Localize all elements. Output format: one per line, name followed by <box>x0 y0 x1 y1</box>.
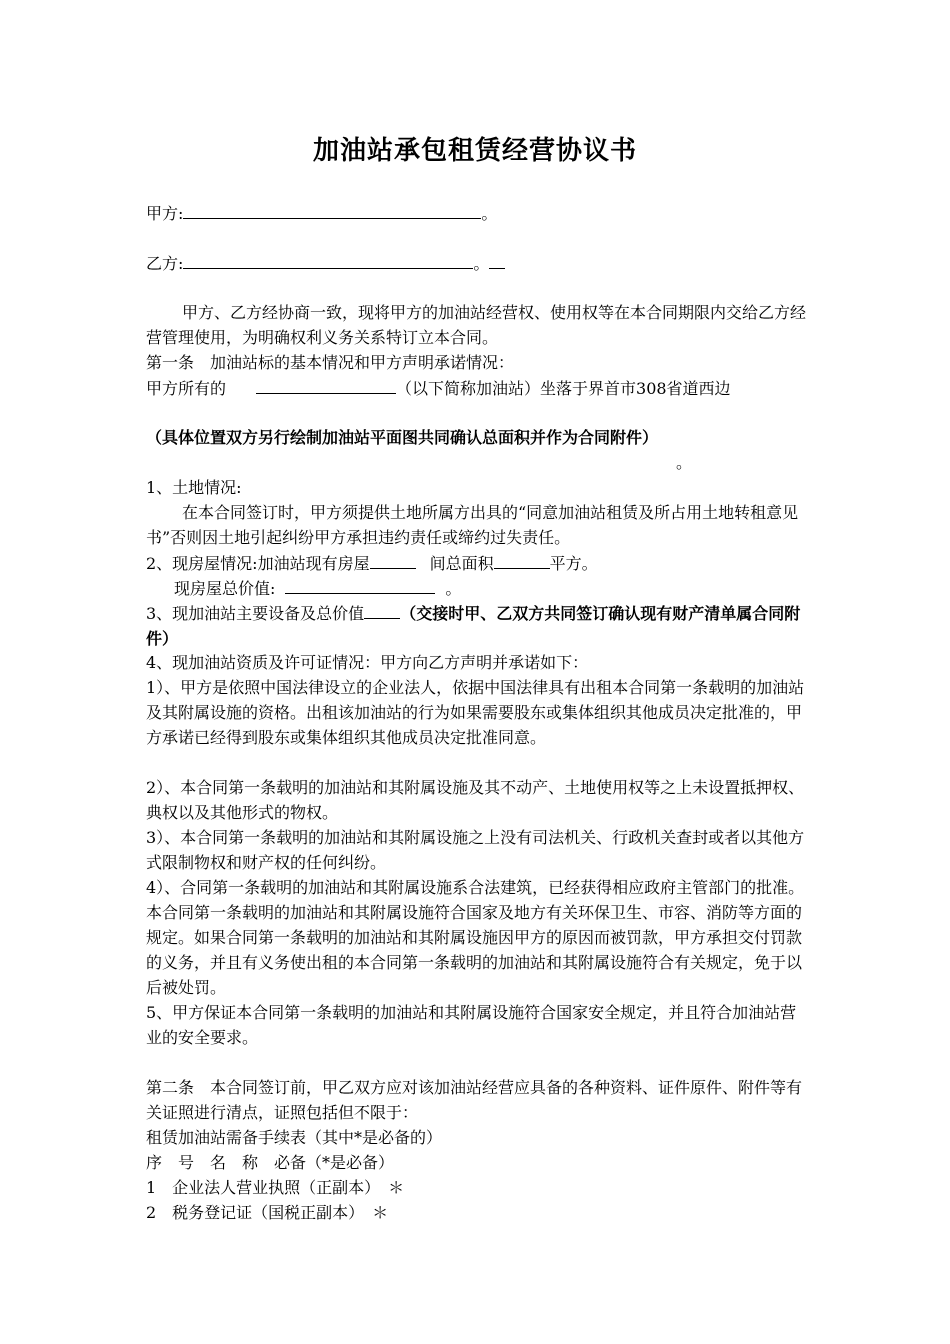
article-1-note: （具体位置双方另行绘制加油站平面图共同确认总面积并作为合同附件） <box>146 428 659 447</box>
article-1-owner-line <box>146 375 811 401</box>
promise-4: 4）、合同第一条载明的加油站和其附属设施系合法建筑，已经获得相应政府主管部门的批准。本合同第一条载明的加油站和其附属设施符合国家及地方有关环保卫生、市容、消防等方面的规定。如果合同第一条载明的加油站和其附属设施因甲方的原因而被罚款，甲方承担交付罚款的义务，并且有义务使出租的本合同第一条载明的加油站和其附属设施符合有关规定，免于以后被处罚。 <box>146 878 805 997</box>
equipment-pre: 3、现加油站主要设备及总价值 <box>146 604 365 623</box>
house-post: 平方。 <box>549 554 598 573</box>
house-area-blank <box>494 550 550 569</box>
table-title: 租赁加油站需备手续表（其中*是必备的） <box>146 1128 443 1147</box>
license-title: 4、现加油站资质及许可证情况：甲方向乙方声明并承诺如下： <box>146 653 589 672</box>
house-value-pre: 现房屋总价值: <box>174 579 276 598</box>
promise-5: 5、甲方保证本合同第一条载明的加油站和其附属设施符合国家安全规定，并且符合加油站营业的安全要求。 <box>146 1003 797 1047</box>
owner-pre: 甲方所有的 <box>146 379 227 398</box>
party-b-blank <box>183 250 473 269</box>
party-a-line <box>146 200 811 226</box>
promise-1: 1）、甲方是依照中国法律设立的企业法人，依据中国法律具有出租本合同第一条载明的加油站及其附属设施的资格。出租该加油站的行为如果需要股东或集体组织其他成员决定批准的，甲方承诺已经得到股东或集体组织其他成员决定批准同意。 <box>146 678 805 747</box>
land-title: 1、土地情况: <box>146 478 242 497</box>
house-mid: 间总面积 <box>429 554 494 573</box>
party-a-end: 。 <box>481 204 498 223</box>
party-b-line <box>146 250 811 276</box>
house-line <box>146 550 811 576</box>
intro-paragraph: 甲方、乙方经协商一致，现将甲方的加油站经营权、使用权等在本合同期限内交给乙方经营管理使用，为明确权利义务关系特订立本合同。 <box>146 303 807 347</box>
article-1-dot: 。 <box>676 453 693 472</box>
house-count-blank <box>370 550 416 569</box>
equipment-note: （交接时甲、乙双方共同签订确认现有财产清单属合同附件） <box>146 604 801 648</box>
house-value-post: 。 <box>445 579 462 598</box>
party-a-label: 甲方: <box>146 204 184 223</box>
promise-3: 3）、本合同第一条载明的加油站和其附属设施之上没有司法机关、行政机关查封或者以其他方式限制物权和财产权的任何纠纷。 <box>146 828 805 872</box>
station-name-blank <box>256 375 396 394</box>
party-b-label: 乙方: <box>146 254 184 273</box>
land-paragraph: 在本合同签订时，甲方须提供土地所属方出具的“同意加油站租赁及所占用土地转租意见书”否则因土地引起纠纷甲方承担违约责任或缔约过失责任。 <box>146 503 799 547</box>
house-pre: 2、现房屋情况:加油站现有房屋 <box>146 554 370 573</box>
table-row: 1 企业法人营业执照（正副本） ＊ <box>146 1178 405 1197</box>
article-1-title: 第一条 加油站标的基本情况和甲方声明承诺情况： <box>146 353 515 372</box>
house-value-blank <box>285 575 435 594</box>
document-title: 加油站承包租赁经营协议书 <box>312 136 637 166</box>
article-2: 第二条 本合同签订前，甲乙双方应对该加油站经营应具备的各种资料、证件原件、附件等有关证照进行清点，证照包括但不限于： <box>146 1078 803 1122</box>
table-header: 序 号 名 称 必备（*是必备） <box>146 1153 395 1172</box>
promise-2: 2）、本合同第一条载明的加油站和其附属设施及其不动产、土地使用权等之上未设置抵押权、典权以及其他形式的物权。 <box>146 778 805 822</box>
house-value-line <box>174 575 839 601</box>
party-b-end: 。 <box>473 254 490 273</box>
table-row: 2 税务登记证（国税正副本） ＊ <box>146 1203 389 1222</box>
equipment-value-blank <box>364 600 400 619</box>
party-a-blank <box>183 200 481 219</box>
equipment-paragraph <box>146 600 811 651</box>
owner-post: （以下简称加油站）坐落于界首市308省道西边 <box>396 379 731 398</box>
